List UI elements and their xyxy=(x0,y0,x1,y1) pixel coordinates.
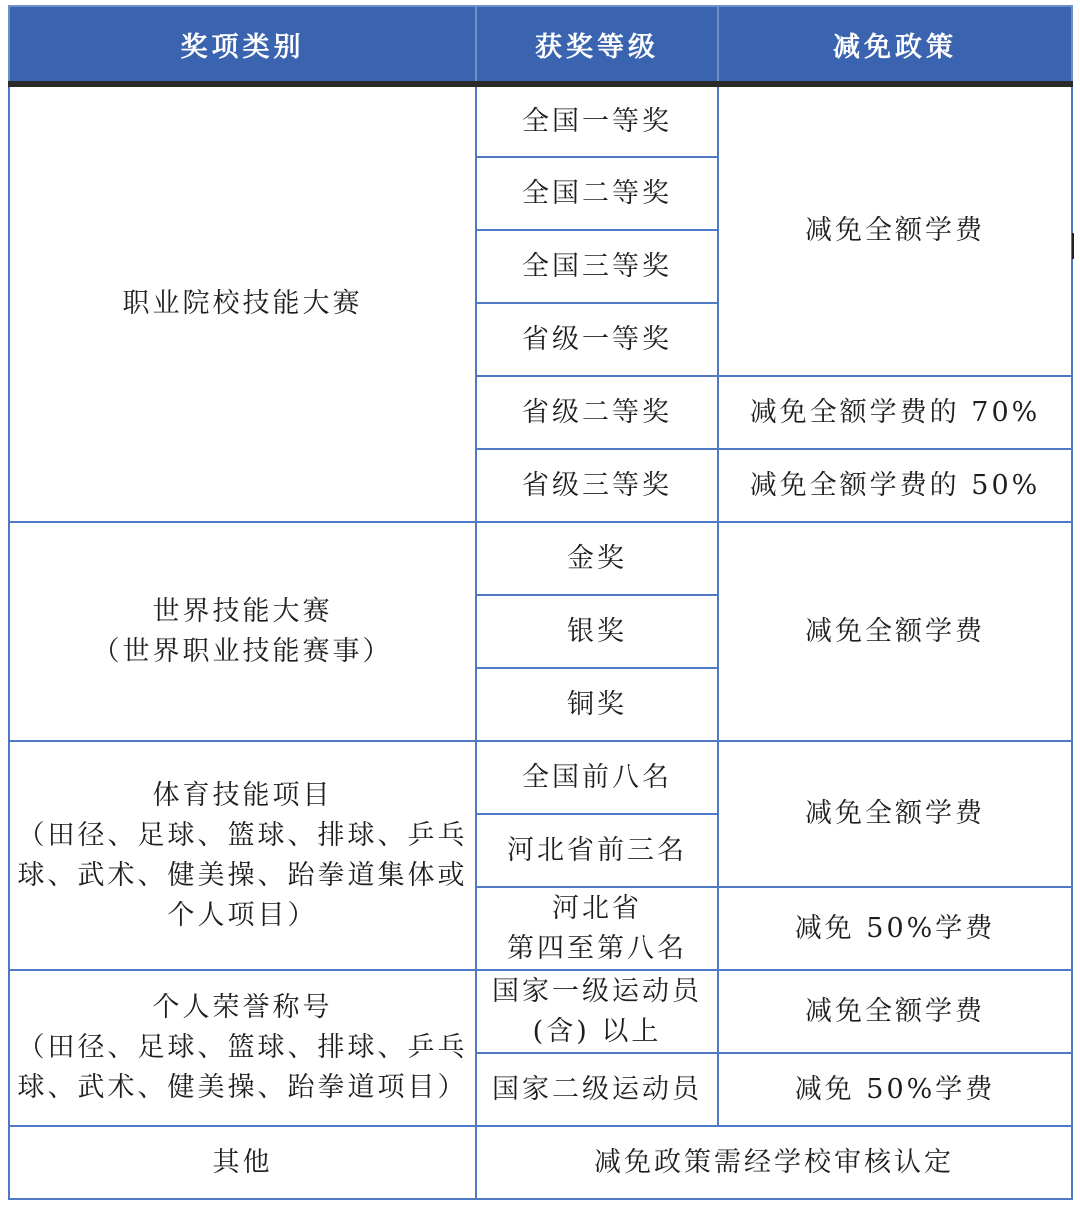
category-other: 其他 xyxy=(9,1126,476,1199)
table-row xyxy=(9,522,1072,595)
level-cell: 全国二等奖 xyxy=(476,157,718,230)
level-cell: 省级三等奖 xyxy=(476,449,718,522)
policy-cell: 减免全额学费的 70% xyxy=(718,376,1072,449)
level-cell: 全国三等奖 xyxy=(476,230,718,303)
category-sports xyxy=(9,741,476,970)
table-row xyxy=(9,1126,1072,1199)
level-line: 第四至第八名 xyxy=(507,932,687,964)
policy-cell: 减免全额学费的 50% xyxy=(718,449,1072,522)
category-line: （田径、足球、篮球、排球、乒乓 xyxy=(17,1032,468,1063)
level-line: 国家一级运动员 xyxy=(492,975,702,1007)
category-line: 体育技能项目 xyxy=(152,779,333,811)
level-line: (含) 以上 xyxy=(532,1015,662,1047)
policy-table-container xyxy=(8,5,1071,1200)
policy-cell: 减免全额学费 xyxy=(718,84,1072,376)
header-award-category: 奖项类别 xyxy=(9,6,476,84)
category-world-skills xyxy=(9,522,476,741)
level-cell: 全国前八名 xyxy=(476,741,718,814)
table-row xyxy=(9,741,1072,814)
table-row xyxy=(9,970,1072,1053)
policy-cell: 减免全额学费 xyxy=(718,522,1072,741)
level-cell: 国家二级运动员 xyxy=(476,1053,718,1126)
level-cell: 银奖 xyxy=(476,595,718,668)
category-line: 球、武术、健美操、跆拳道集体或 xyxy=(17,859,468,891)
category-vocational: 职业院校技能大赛 xyxy=(9,84,476,522)
header-award-level: 获奖等级 xyxy=(476,6,718,84)
category-line: （田径、足球、篮球、排球、乒乓 xyxy=(17,819,468,851)
category-line: 球、武术、健美操、跆拳道项目） xyxy=(17,1072,468,1103)
policy-cell: 减免全额学费 xyxy=(718,970,1072,1053)
table-header-row xyxy=(9,6,1072,84)
category-personal-honor xyxy=(9,970,476,1126)
text-cursor xyxy=(1072,233,1074,259)
level-cell: 河北省前三名 xyxy=(476,814,718,887)
level-cell: 全国一等奖 xyxy=(476,84,718,157)
level-cell: 省级一等奖 xyxy=(476,303,718,376)
category-line: 世界技能大赛 xyxy=(152,595,333,627)
category-line: 个人项目） xyxy=(167,899,318,931)
header-reduction-policy: 减免政策 xyxy=(718,6,1072,84)
policy-cell: 减免 50%学费 xyxy=(718,887,1072,970)
level-cell: 铜奖 xyxy=(476,668,718,741)
policy-cell: 减免政策需经学校审核认定 xyxy=(476,1126,1072,1199)
scholarship-policy-table xyxy=(8,5,1073,1200)
level-cell: 金奖 xyxy=(476,522,718,595)
level-line: 河北省 xyxy=(552,892,642,924)
category-line: 个人荣誉称号 xyxy=(152,992,333,1023)
level-cell: 省级二等奖 xyxy=(476,376,718,449)
level-cell xyxy=(476,887,718,970)
policy-cell: 减免全额学费 xyxy=(718,741,1072,887)
category-line: （世界职业技能赛事） xyxy=(92,635,393,667)
table-row xyxy=(9,84,1072,157)
level-cell xyxy=(476,970,718,1053)
policy-cell: 减免 50%学费 xyxy=(718,1053,1072,1126)
